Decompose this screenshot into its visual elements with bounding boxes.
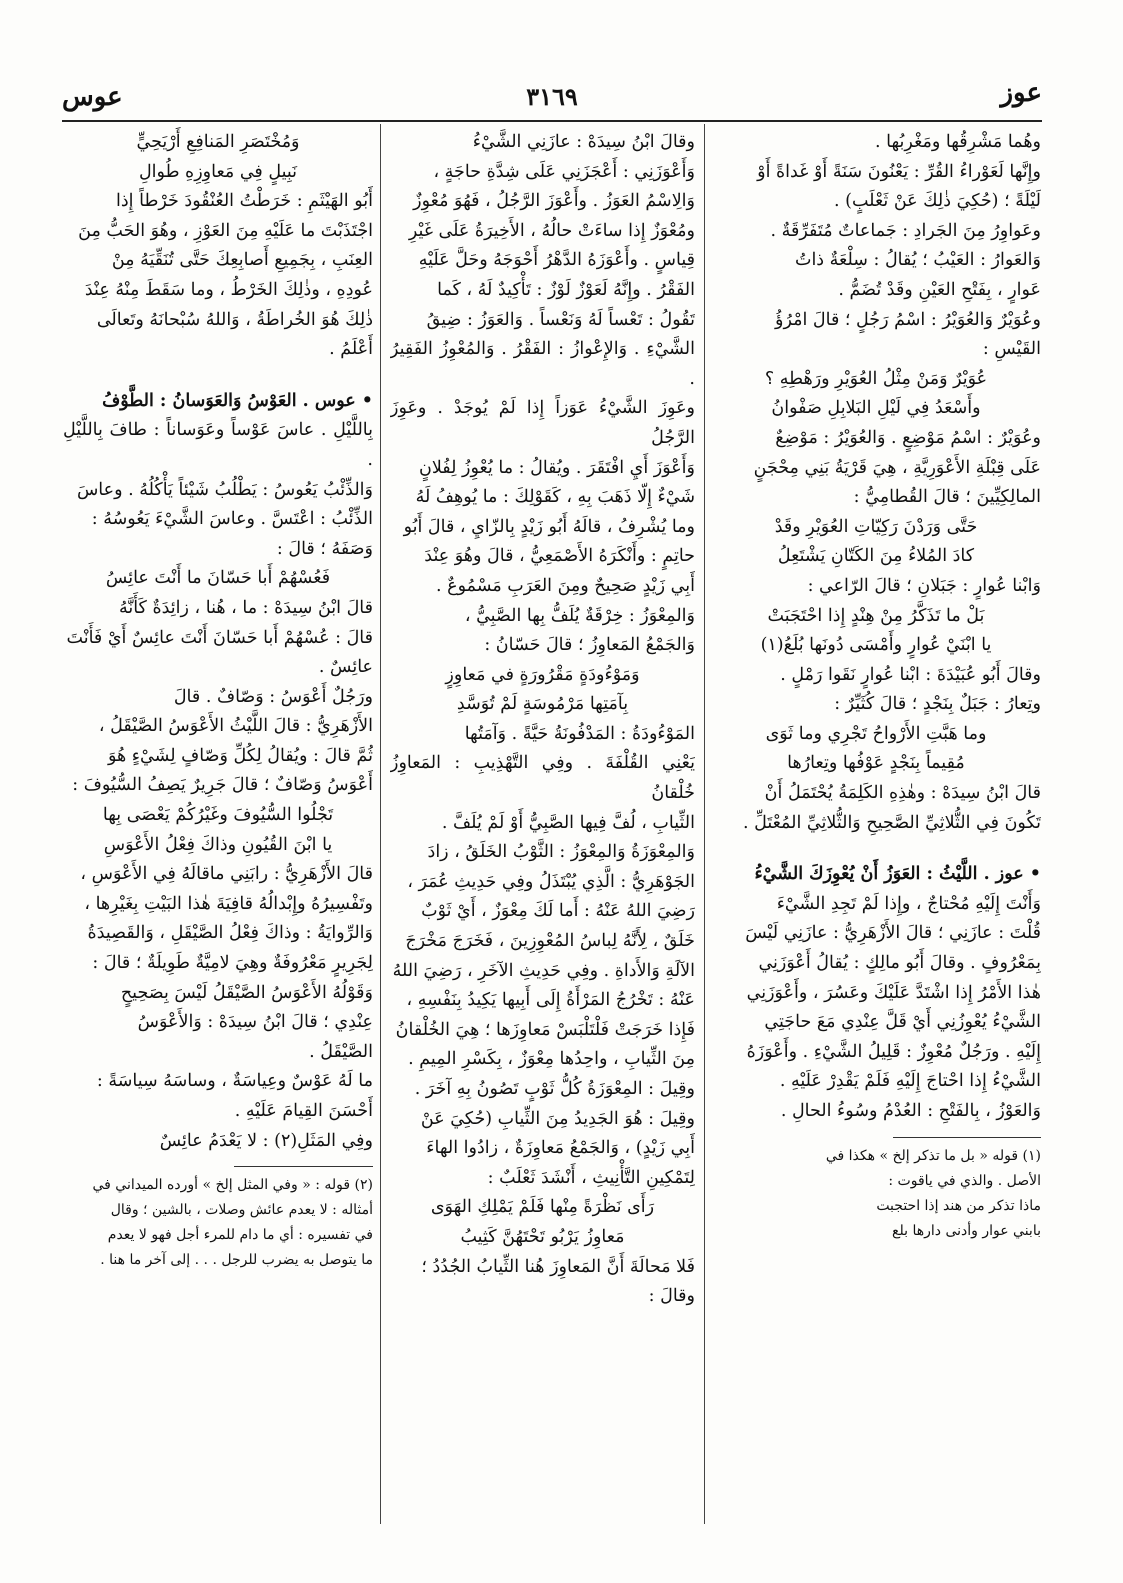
text-line: وقالَ : xyxy=(648,1286,695,1307)
text-line: مِنَ الثِّيابِ ، واحِدُها مِعْوَزٌ ، بِكَسْرِ المِيمِ . xyxy=(408,1049,695,1070)
header-guide-word-left: عوس xyxy=(62,82,123,112)
text-line: حاتِمٍ : وأَنْكَرَهُ الأَصْمَعِيُّ ، قالَ وهُوَ عِنْدَ xyxy=(424,546,695,567)
footnote-line: بابني عوار وأدنى دارها بلع xyxy=(892,1222,1041,1239)
text-line: وَالرِّوايَةُ : وذاكَ فِعْلُ الصَّيْقَلِ ، وَالقَصِيدَةُ xyxy=(87,923,373,944)
footnote-line: أمثاله : لا يعدم عائش وصلات ، بالشين ؛ وقال xyxy=(110,1202,373,1219)
text-line: ومُعْوَزٌ إِذا ساءَتْ حالُهُ ، الأَخِيرَةُ عَلَى غَيْرِ xyxy=(408,220,695,241)
text-line: وتَفْسِيرُهُ وإِبْدالُهُ قافِيَةَ هٰذا البَيْتِ بِغَيْرِها ، xyxy=(84,893,373,914)
text-line: قالَ الأَزْهَرِيُّ : رابَنِي ماقالَهُ فِي الأَعْوَسِ ، xyxy=(80,864,373,885)
text-line: شَيْءٌ إِلّا ذَهَبَ بِهِ ، كَقَوْلِكَ : ما يُوهِفُ لَهُ xyxy=(415,487,695,508)
text-line: الآلَةِ وَالأَداةِ . وفِي حَدِيثِ الآخَرِ ، رَضِيَ اللهُ xyxy=(392,960,695,981)
text-line: وَأَعْوَزَ أَيِ افْتَقَرَ . ويُقالُ : ما يُعْوِزُ لِفُلانٍ xyxy=(419,457,695,478)
text-line: وقِيلَ : المِعْوَزَةُ كُلُّ ثَوْبٍ تَصُونُ بِهِ آخَرَ . xyxy=(414,1079,695,1099)
entry-heading: • عوز . اللَّيْثُ : العَوَزُ أَنْ يُعْوِزَكَ الشَّيْءُ xyxy=(754,864,1041,885)
verse-line: وأَسْعَدُ فِي لَيْلِ البَلابِلِ صَفْوانُ xyxy=(771,398,981,419)
text-line: وَابْنا عُوارٍ : جَبَلانِ ؛ قالَ الرّاعي : xyxy=(807,575,1041,596)
text-line: إِلَيْهِ . ورَجُلٌ مُعْوِزٌ : قَلِيلُ الشَّيْءِ . وأَعْوَزَهُ xyxy=(746,1041,1041,1062)
text-line: أَبُو الهَيْثَمِ : خَرَطْتُ العُنْقُودَ خَرْطاً إِذا xyxy=(116,191,373,212)
text-line: الفَقْرُ . وإِنَّهُ لَعَوْزٌ لَوْزٌ : تَأْكِيدٌ لَهُ ، كَما xyxy=(437,279,695,300)
entry-heading: • عوس . العَوْسُ وَالعَوَسانُ : الطَّوْفُ xyxy=(102,390,373,411)
text-line: عَنْهُ : تَخْرُجُ المَرْأَةُ إِلَى أَبِيها يَكِيدُ بِنَفْسِهِ ، xyxy=(406,990,695,1011)
page-header xyxy=(62,78,1042,122)
text-line: الشَّيْءِ . وَالإِعْوازُ : الفَقْرُ . وَالمُعْوِزُ الفَقِيرُ . xyxy=(390,339,695,389)
verse-line: يا ابْنَ القُيُونِ وذاكَ فِعْلُ الأَعْوَسِ xyxy=(103,834,333,855)
footnote-line: (٢) قوله : « وفي المثل إلخ » أورده الميداني في xyxy=(92,1177,373,1194)
text-line: وَصَفَهُ ؛ قالَ : xyxy=(276,538,373,559)
text-line: الثِّيابِ ، لُفَّ فِيها الصَّبِيُّ أَوْ لَمْ يُلَفَّ . xyxy=(441,812,695,833)
footnote-line: (١) قوله « بل ما تذكر إلخ » هكذا في xyxy=(825,1147,1041,1164)
text-line: عَلَى قِبْلَةِ الأَعْوَرِيَّةِ ، هِيَ قَرْيَةُ بَنِي مِحْجَنٍ xyxy=(753,457,1041,478)
header-guide-word-right: عوز xyxy=(1000,78,1042,108)
text-line: وَالمِعْوَزُ : خِرْقَةٌ يُلَفُّ بِها الصَّبِيُّ ، xyxy=(464,605,695,626)
text-line: لِتَمْكِينِ التَّأْنِيثِ ، أَنْشَدَ ثَعْلَبٌ : xyxy=(487,1167,695,1188)
text-line: أَحْسَنَ القِيامَ عَلَيْهِ . xyxy=(234,1101,373,1121)
text-line: أَبِي زَيْدٍ صَحِيحٌ ومِنَ العَرَبِ مَسْمُوعٌ . xyxy=(436,575,695,596)
entry-gap xyxy=(63,365,373,387)
text-line: وَالجَمْعُ المَعاوِزُ ؛ قالَ حَسّانُ : xyxy=(484,635,695,656)
text-line: الأَزْهَرِيُّ : قالَ اللَّيْثُ الأَعْوَسُ الصَّيْقَلُ ، xyxy=(98,716,373,737)
text-line: قالَ : عُسْهُمْ أَبا حَسّانَ أَنْتَ عائِسٌ أَيْ فَأَنْتَ xyxy=(66,627,373,648)
verse-line: بَلْ ما تَذَكَّرُ مِنْ هِنْدٍ إِذا احْتَجَبَتْ xyxy=(767,605,985,626)
verse-line: كادَ المُلاءُ مِنَ الكَتّانِ يَشْتَعِلُ xyxy=(777,546,975,567)
text-line: وَالمِعْوَزَةُ وَالمِعْوَزُ : الثَّوْبُ الخَلَقُ ، زادَ xyxy=(427,842,695,863)
header-rule xyxy=(62,120,1042,122)
text-line: وَالذِّئْبُ يَعُوسُ : يَطْلُبُ شَيْئاً يَأْكُلُهُ . وعاسَ xyxy=(76,479,373,500)
text-line: اجْتَذَبْتَ ما عَلَيْهِ مِنَ العَوْزِ ، وهُوَ الحَبُّ مِنَ xyxy=(78,220,373,241)
verse-line: نَبِيلٍ فِي مَعاوِزِهِ طُوالِ xyxy=(138,161,298,182)
text-line: المالِكِيِّينَ ؛ قالَ القُطامِيُّ : xyxy=(853,487,1041,508)
text-line: وعُوَيْرٌ وَالعُوَيْرُ : اسْمُ رَجُلٍ ؛ قالَ امْرُؤُ xyxy=(775,309,1041,330)
text-line: الصَّيْقَلُ . xyxy=(309,1041,373,1062)
verse-line: وَمُخْتَصَرِ المَنافِعِ أَرْيَحِيٍّ xyxy=(136,132,300,152)
text-line: ما لَهُ عَوْسٌ وعِياسَةٌ ، وساسَهُ سِياسَةً : xyxy=(96,1071,373,1092)
verse-line: تَجْلُوا السُّيُوفَ وغَيْرُكُمْ يَعْصَى بِها xyxy=(102,805,334,826)
text-line: العِنَبِ ، بِجَمِيعِ أَصابِعِكَ حَتَّى تُنَقِّيَهُ مِنْ xyxy=(111,250,373,271)
text-line: وإِنَّها لَعَوْراءُ القُرِّ : يَعْنُونَ سَنَةً أَوْ غَداةً أَوْ xyxy=(757,161,1041,182)
footnote-rule xyxy=(893,1137,1042,1138)
text-line: لِجَرِيرٍ مَعْرُوفَةٌ وهِيَ لامِيَّةٌ طَوِيلَةٌ ؛ قالَ : xyxy=(92,953,373,974)
verse-line: وَمَوْءُودَةٍ مَقْرُورَةٍ في مَعاوِزٍ xyxy=(445,664,640,685)
text-line: بِاللَّيْلِ . عاسَ عَوْساً وعَوَساناً : طافَ بِاللَّيْلِ . xyxy=(63,420,373,470)
text-line: ورَجُلٌ أَعْوَسُ : وَصّافٌ . قالَ xyxy=(173,686,373,707)
text-line: وَأَنْتَ إِلَيْهِ مُحْتاجٌ ، وإِذا لَمْ تَجِدِ الشَّيْءَ xyxy=(776,893,1041,914)
column-right xyxy=(711,124,1041,1524)
text-line: قالَ ابْنُ سِيدَهْ : وهٰذِهِ الكَلِمَةُ يُحْتَمَلُ أَنْ xyxy=(764,783,1041,804)
text-line: وقالَ أَبُو عُبَيْدَةَ : ابْنا عُوارٍ نَقَوا رَمْلٍ . xyxy=(780,664,1041,685)
text-line: وما يُشْرِفُ ، قالَهُ أَبُو زَيْدٍ بِالزّايِ ، قالَ أَبُو xyxy=(403,516,695,537)
entry-gap xyxy=(711,838,1041,860)
text-line: الشَّيْءُ إِذا احْتاجَ إِلَيْهِ فَلَمْ يَقْدِرْ عَلَيْهِ . xyxy=(779,1071,1041,1092)
text-line: أَعْوَسُ وَصّافٌ ؛ قالَ جَرِيرٌ يَصِفُ السُّيُوفَ : xyxy=(72,775,373,796)
text-line: تَكُونَ فِي الثُّلاثِيِّ الصَّحِيحِ وَالثُّلاثِيِّ المُعْتَلِّ . xyxy=(742,812,1041,833)
footnote-line: ماذا تذكر من هند إذا احتجبت xyxy=(876,1197,1041,1214)
text-line: يَعْنِي القُلْفَةَ . وفِي التَّهْذِيبِ : المَعاوِزُ خُلْقانُ xyxy=(390,753,695,804)
text-line: عَوارٍ ، بِفَتْحِ العَيْنِ وقَدْ تُضَمُّ . xyxy=(838,279,1041,300)
text-line: فَلا مَحالَةَ أَنَّ المَعاوِزَ هُنا الثِّيابُ الجُدُدُ ؛ xyxy=(421,1256,695,1277)
verse-line: مُقِيماً بِنَجْدٍ عَوْفُها وتِعارُها xyxy=(787,753,965,774)
text-line: الشَّيْءُ يُعْوِزُنِي أَيْ قَلَّ عِنْدِي مَعَ حاجَتِي xyxy=(764,1012,1041,1033)
text-line: وَالعَوْزُ ، بِالفَتْحِ : العُدْمُ وسُوءُ الحالِ . xyxy=(780,1101,1041,1121)
text-line: ذٰلِكَ هُوَ الخُراطَةُ ، وَاللهُ سُبْحانَهُ وتَعالَى xyxy=(96,309,373,330)
verse-line: حَتَّى وَرَدْنَ رَكِيّاتِ العُوَيْرِ وقَدْ xyxy=(774,516,978,537)
text-line: وعَوِزَ الشَّيْءُ عَوَزاً إِذا لَمْ يُوجَدْ . وعَوِزَ الرَّجُلُ xyxy=(390,398,695,448)
text-line: ثُمَّ قالَ : ويُقالُ لِكُلِّ وَصّافٍ لِشَيْءٍ هُوَ xyxy=(107,745,373,766)
column-middle xyxy=(390,124,695,1524)
footnote-line: الأصل . والذي في ياقوت : xyxy=(888,1172,1041,1189)
footnote-rule xyxy=(234,1166,374,1167)
column-divider xyxy=(380,124,381,1524)
text-line: وَقَوْلُهُ الأَعْوَسُ الصَّيْقَلُ لَيْسَ بِصَحِيحٍ xyxy=(120,982,373,1003)
text-line: عِنْدِي ؛ قالَ ابْنُ سِيدَهْ : وَالأَعْوَسُ xyxy=(137,1012,373,1033)
text-line: تَقُولُ : تَعْساً لَهُ وَنَعْساً . وَالعَوَزُ : ضِيقُ xyxy=(426,309,695,330)
text-line: أَبِي زَيْدٍ) ، وَالجَمْعُ مَعاوِزَةٌ ، زادُوا الهاءَ xyxy=(426,1138,695,1159)
text-line: خَلَقٌ ، لِأَنَّهُ لِباسُ المُعْوِزِينَ ، فَخَرَجَ مَخْرَجَ xyxy=(405,931,695,952)
text-line: وَأَعْوَزَنِي : أَعْجَزَنِي عَلَى شِدَّةِ حاجَةٍ ، xyxy=(433,161,695,182)
text-line: الذِّئْبُ : اعْتَسَّ . وعاسَ الشَّيْءَ يَعُوسُهُ : xyxy=(91,509,373,530)
text-line: الجَوْهَرِيُّ : الَّذِي يُبْتَذَلُ وفِي حَدِيثِ عُمَرَ ، xyxy=(407,871,695,892)
verse-line: يا ابْنَيْ عُوارٍ وأَمْسَى دُونَها بُلَعُ(١) xyxy=(760,635,992,656)
text-line: قُلْتَ : عازَنِي ؛ قالَ الأَزْهَرِيُّ : عازَنِي لَيْسَ xyxy=(745,923,1041,944)
text-line: القَيْسِ : xyxy=(982,339,1041,360)
text-line: وفِي المَثَلِ(٢) : لا يَعْدَمُ عائِسٌ xyxy=(159,1130,373,1151)
text-line: وقِيلَ : هُوَ الجَدِيدُ مِنَ الثِّيابِ (حُكِيَ عَنْ xyxy=(420,1108,695,1129)
text-line: وعَواوِرُ مِنَ الجَرادِ : جَماعاتٌ مُتَفَرِّقَةٌ . xyxy=(770,220,1041,241)
text-line: عائِسٌ . xyxy=(318,657,373,678)
text-line: قالَ ابْنُ سِيدَهْ : ما ، هُنا ، زائِدَةٌ كَأَنَّهُ xyxy=(118,597,373,618)
text-line: فَإِذا خَرَجَتْ فَلْتَلْبَسْ مَعاوِزَها ؛ هِيَ الخُلْقانُ xyxy=(395,1019,695,1040)
verse-line: مَعاوِزُ يَرْبُو تَحْتَهُنَّ كَثِيبُ xyxy=(460,1226,625,1247)
verse-line: رَأَى نَظْرَةً مِنْها فَلَمْ يَمْلِكِ الهَوَى xyxy=(430,1197,655,1218)
text-line: وقالَ ابْنُ سِيدَهْ : عازَنِي الشَّيْءُ xyxy=(472,132,695,152)
text-line: المَوْءُودَةُ : المَدْفُونَةُ حَيَّةً . وَآمَتُها xyxy=(464,723,695,744)
text-line: عُودِهِ ، وذٰلِكَ الخَرْطُ ، وما سَقَطَ مِنْهُ عِنْدَ xyxy=(84,279,373,300)
text-line: لَيْلَةً ؛ (حُكِيَ ذٰلِكَ عَنْ ثَعْلَبٍ) . xyxy=(834,191,1041,212)
text-line: هٰذا الأَمْرُ إِذا اشْتَدَّ عَلَيْكَ وعَسُرَ ، وأَعْوَزَنِي xyxy=(746,982,1041,1003)
footnote-line: ما يتوصل به يضرب للرجل . . . إلى آخر ما هنا . xyxy=(100,1252,373,1269)
column-divider xyxy=(704,124,705,1524)
text-line: أَعْلَمُ . xyxy=(329,339,373,360)
text-line: وَالِاسْمُ العَوَزُ . وأَعْوَزَ الرَّجُلُ ، فَهُوَ مُعْوِزٌ xyxy=(413,191,695,212)
verse-line: وما هَبَّتِ الأَرْواحُ تَجْرِي وما ثَوَى xyxy=(765,723,987,744)
footnote-line: في تفسيره : أي ما دام للمرء أجل فهو لا يعدم xyxy=(107,1227,373,1244)
verse-line: عُوَيْرٌ وَمَنْ مِثْلُ العُوَيْرِ ورَهْطِهِ ؟ xyxy=(764,368,988,389)
text-line: وهُما مَشْرِقُها ومَغْرِبُها . xyxy=(875,132,1041,152)
text-line: وتِعارُ : جَبَلٌ بِنَجْدٍ ؛ قالَ كُثَيِّرٌ : xyxy=(834,694,1041,715)
text-line: وَالعَوارُ : العَيْبُ ؛ يُقالُ : سِلْعَةٌ ذاتُ xyxy=(794,250,1041,271)
verse-line: فَعُسْهُمْ أَبا حَسّانَ ما أَنْتَ عائِسُ xyxy=(105,568,331,589)
text-line: وعُوَيْرٌ : اسْمُ مَوْضِعٍ . وَالعُوَيْرُ : مَوْضِعٌ xyxy=(775,427,1041,448)
text-line: قِياسٍ . وأَعْوَزَهُ الدَّهْرُ أَحْوَجَهُ وحَلَّ عَلَيْهِ xyxy=(418,250,695,271)
column-left xyxy=(63,124,373,1524)
page-number: ٣١٦٩ xyxy=(526,82,578,111)
text-line: بِمَعْرُوفٍ . وقالَ أَبُو مالِكٍ : يُقالُ أَعْوَزَنِي xyxy=(758,953,1041,974)
verse-line: بِآمَتِها مَرْمُوسَةٍ لَمْ تُوَسَّدِ xyxy=(456,694,629,715)
text-line: رَضِيَ اللهُ عَنْهُ : أَما لَكَ مِعْوَزٌ ، أَيْ ثَوْبٌ xyxy=(421,901,695,922)
